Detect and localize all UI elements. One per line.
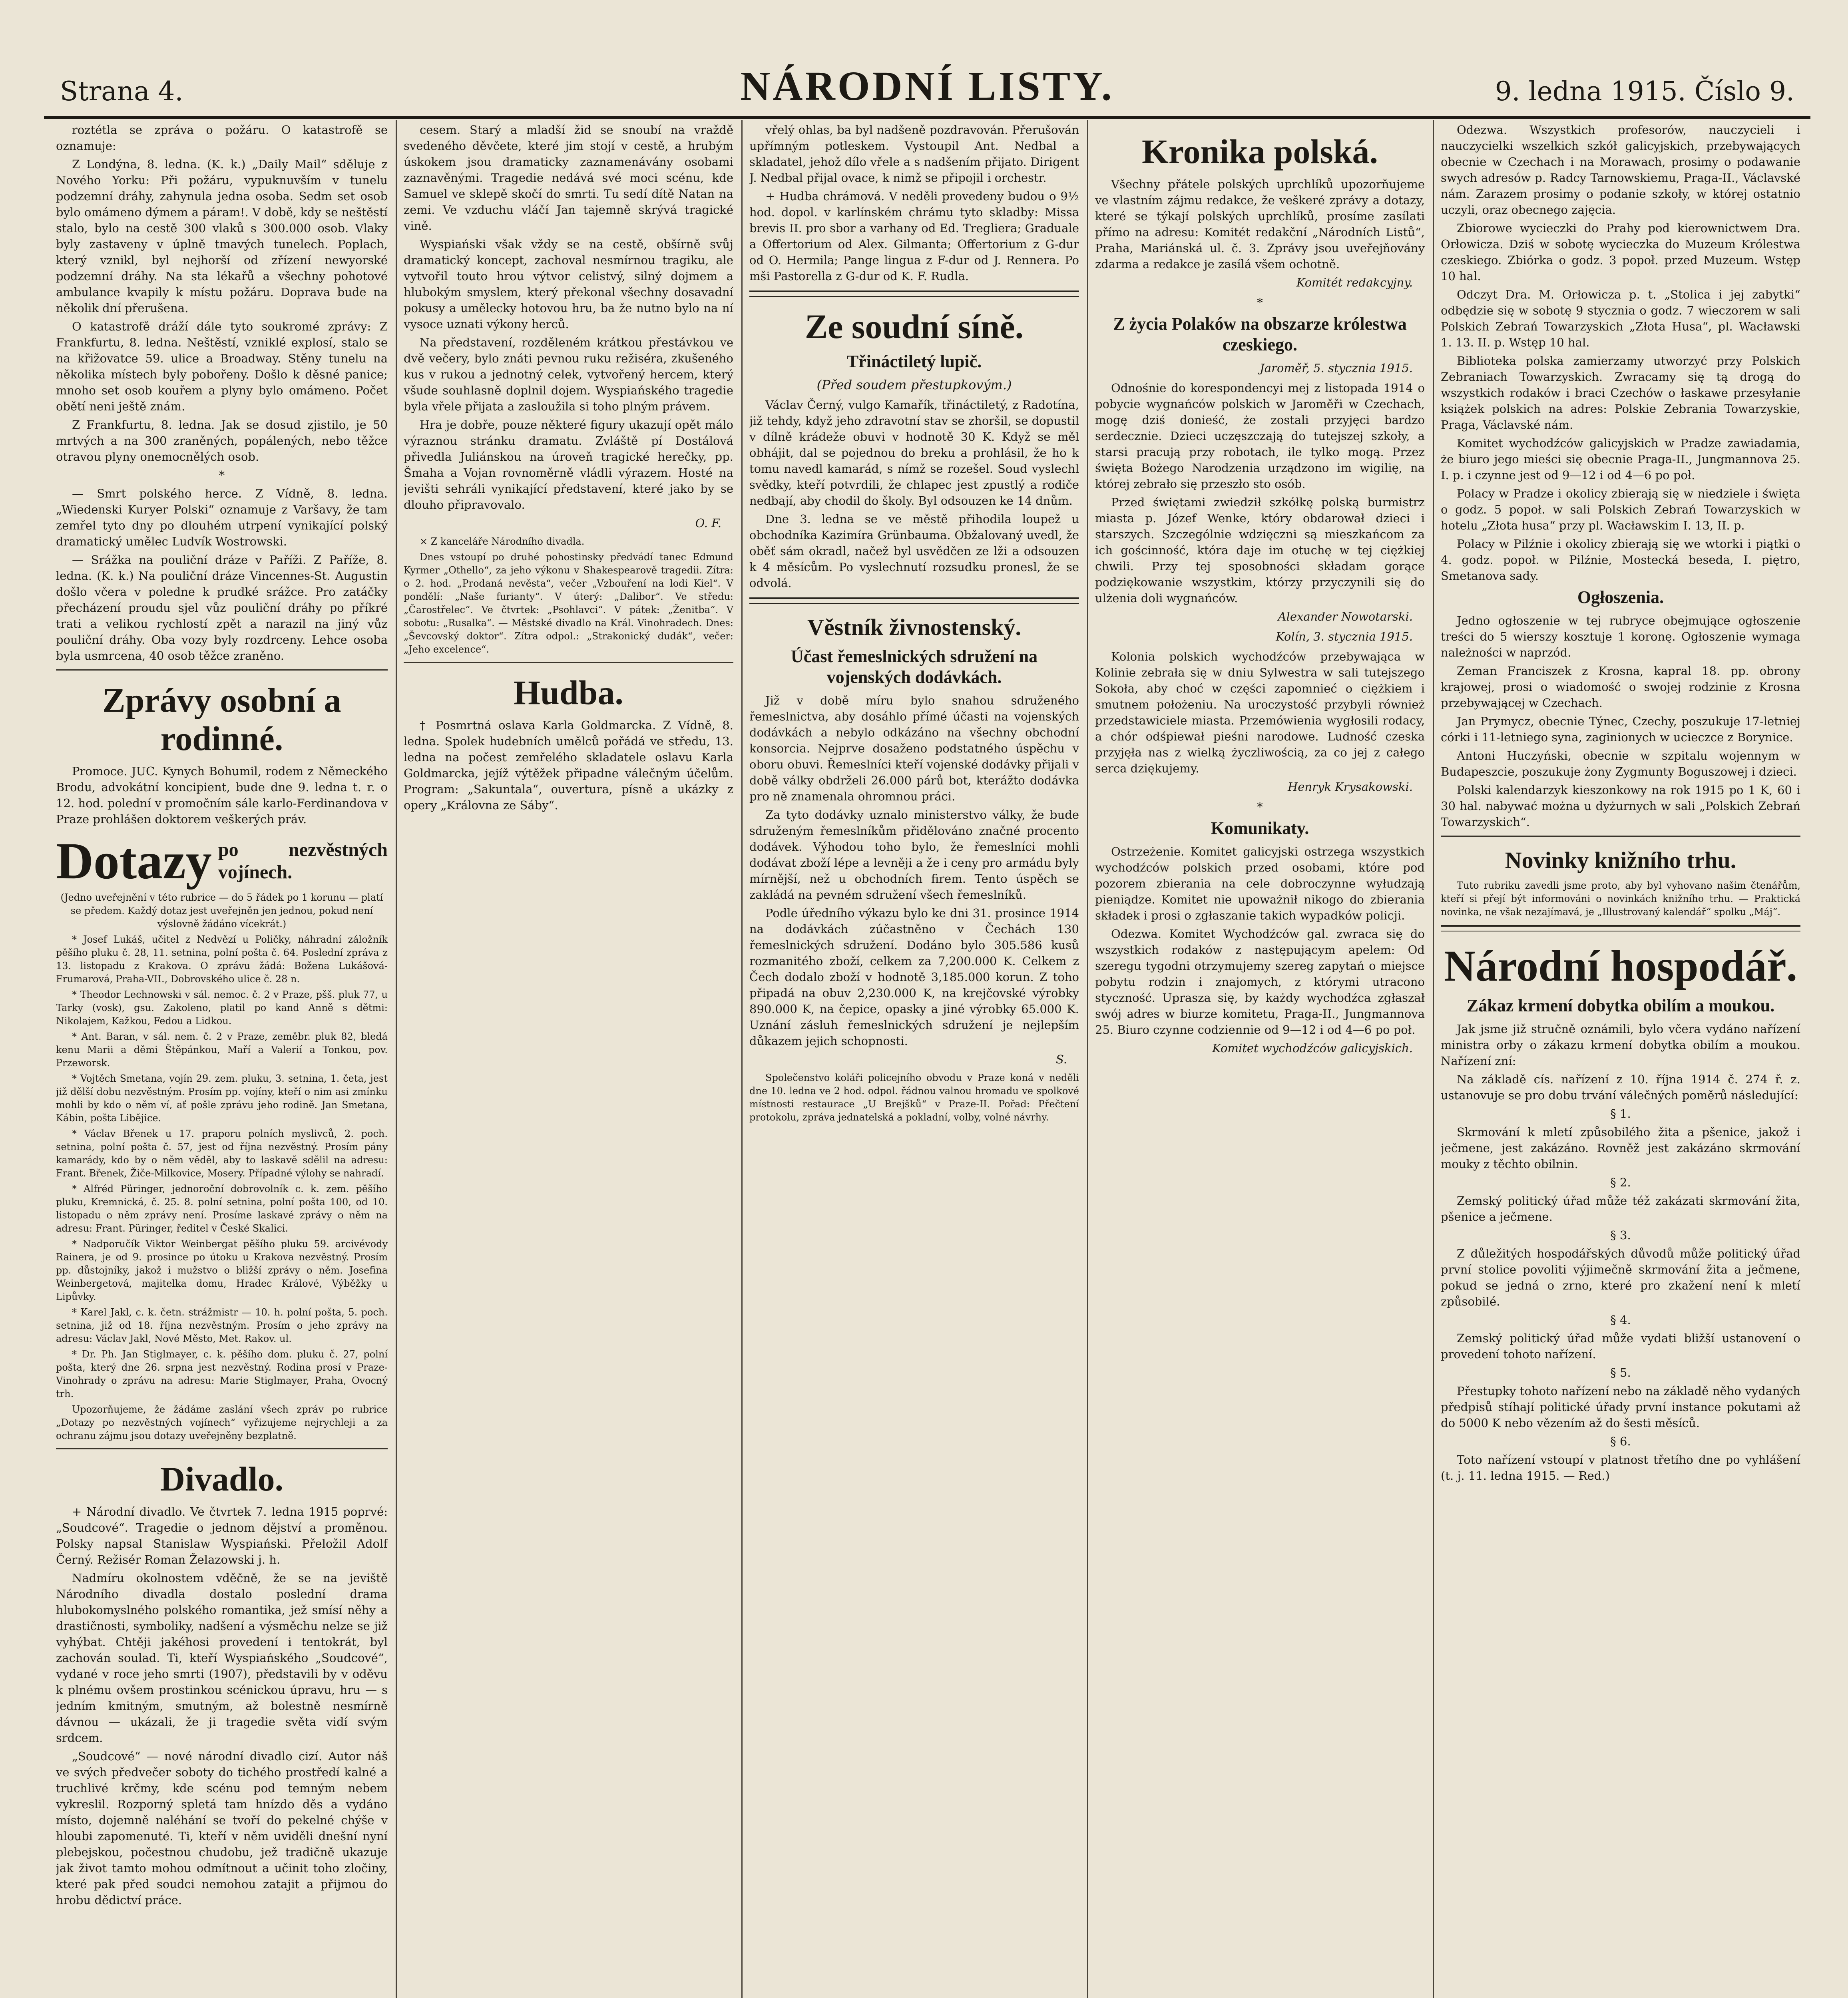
paragraph-number: § 4. xyxy=(1610,1313,1631,1327)
section-heading: Novinky knižního trhu. xyxy=(1505,847,1736,873)
section-rule xyxy=(404,662,733,663)
column-3 xyxy=(749,122,1079,1998)
author-signature: Komitet wychodźców galicyjskich. xyxy=(1212,1041,1413,1055)
article-text: Polski kalendarzyk kieszonkowy na rok 1915 po 1 K, 60 i 30 hal. nabywać można u dyżurnych w sali „Polskich Zebrań Towarzyskich“. xyxy=(1441,783,1800,829)
section-heading: Ogłoszenia. xyxy=(1577,587,1664,607)
section-rule xyxy=(749,597,1079,604)
dateline: Jaroměř, 5. stycznia 1915. xyxy=(1260,361,1413,375)
paragraph-number: § 3. xyxy=(1610,1228,1631,1242)
article-text: Promoce. JUC. Kynych Bohumil, rodem z Německého Brodu, advokátní koncipient, bude dne 9. ledna t. r. o 12. hod. polední v promočním sále karlo-Ferdinandova v Praze prohlášen doktorem veškerých práv. xyxy=(56,764,388,826)
article-text: Odezwa. Komitet Wychodźców gal. zwraca się do wszystkich rodaków z następującym apelem: Od szeregu tygodni otrzymujemy szereg zapytań o miejsce pobytu rodzin i znajomych, z którymi utracono styczność. Uprasza się, by każdy wychodźca zgłaszał swój adres w biurze komitetu, Praga-II., Jungmannova 25. Biuro czynne codziennie od 9—12 i od 4—6 po poł. xyxy=(1095,927,1425,1037)
article-text: „Soudcové“ — nové národní divadlo cizí. Autor náš ve svých předvečer soboty do tichého prostředí kalné a truchlivé krčmy, kde scénu pod temným nebem vykreslil. Rozporný spletá tam hnízdo děs a vydáno místo, dojemně naléhání se tvoří do pekelné chýše v hloubi zapomenuté. Ti, kteří v něm uviděli dnešní nyní plebejskou, počestnou chudobu, jež tradičně ukazuje jak život tamto mohou odmítnout a učinit toho zločiny, které pak před soudci nemohou zatajit a přijmou do hrobu dědictví práce. xyxy=(56,1749,388,1907)
article-text: Jak jsme již stručně oznámili, bylo včera vydáno nařízení ministra orby o zákazu krmení dobytka obilím a moukou. Nařízení zní: xyxy=(1441,1022,1800,1068)
article-text: Wyspiański však vždy se na cestě, obšírně svůj dramatický koncept, zachoval nesmírnou tragiku, ale vytvořil touto hrou výtvor celistvý, silný dojmem a hlubokým smyslem, který překonal všechny dosavadní pokusy a umělecky hotovou hru, ba že nutno bylo na ní vysoce uznati výkony herců. xyxy=(404,237,733,331)
dotazy-title: Dotazy xyxy=(56,832,212,890)
column-2 xyxy=(404,122,733,1998)
article-text: — Srážka na pouliční dráze v Paříži. Z Paříže, 8. ledna. (K. k.) Na pouliční dráze Vincennes-St. Augustin došlo včera v poledne k prudké srážce. Pro zatáčky přecházení proudu sjel vůz pouliční dráhy po příkré trati a velikou rychlostí zpět a narazil na jiný vůz pouliční dráhy. Oba vozy byly rozdrceny. Lehce osoba byla usmrcena, 40 osob těžce zraněno. xyxy=(56,553,388,663)
article-text: Z Londýna, 8. ledna. (K. k.) „Daily Mail“ sděluje z Nového Yorku: Při požáru, vypuknuvším v tunelu podzemní dráhy, zahynula jedna osoba. Sedm set osob bylo omámeno dýmem a páram!. V době, kdy se neštěstí stalo, bylo na cestě 300 vlaků s 300.000 osob. Vlaky byly zastaveny v úplně tmavých tunelech. Poplach, který vznikl, byl nejhorší od zřízení newyorské podzemní dráhy. Na sta lékařů a všechny pohotové ambulance kvapily k místu požáru. Doprava bude na několik dní přerušena. xyxy=(56,157,388,315)
article-text: Polacy w Pilźnie i okolicy zbierają się we wtorki i piątki o 4. godz. popoł. w Pilźnie, Mostecká beseda, I. piętro, Smetanova sady. xyxy=(1441,537,1800,583)
paragraph-number: § 6. xyxy=(1610,1435,1631,1448)
article-text: Zbiorowe wycieczki do Prahy pod kierownictwem Dra. Orłowicza. Dziś w sobotę wycieczka do Muzeum Królestwa czeskiego. Zbiórka o godz. 3 popoł. przed Muzeum. Wstęp 10 hal. xyxy=(1441,221,1800,283)
article-text: roztétla se zpráva o požáru. O katastrofě se oznamuje: xyxy=(56,123,388,153)
author-signature: Alexander Nowotarski. xyxy=(1278,610,1413,623)
article-title: Z życia Polaków na obszarze królestwa czeskiego. xyxy=(1113,314,1407,354)
article-text: Komitet wychodźców galicyjskich w Pradze zawiadamia, że biuro jego mieści się obecnie Praga-II., Jungmannova 25. I. p. i czynne jest od 9—12 i od 4—6 po poł. xyxy=(1441,436,1800,482)
page-number: Strana 4. xyxy=(60,76,183,107)
header-rule xyxy=(44,116,1810,119)
article-title: Komunikaty. xyxy=(1211,818,1309,838)
paragraph-number: § 2. xyxy=(1610,1176,1631,1189)
article-text: Za tyto dodávky uznalo ministerstvo války, že bude sdruženým řemeslníkům přidělováno značné procento dodávek. Výhodou toho bylo, že řemeslníci mohli dodávat zboží lépe a levněji a že i ceny pro armádu byly mírnější, než u obchodních firem. Tento úspěch se zakládá na pevném sdružení všech řemeslníků. xyxy=(749,808,1079,901)
article-text: Odezwa. Wszystkich profesorów, nauczycieli i nauczycielki wszelkich szkół galicyjskich, przebywających obecnie w Czechach i na Morawach, prosimy o podawanie swych adresów p. Radcy Tarnowskiemu, Praga-II., Václavské nám. Zarazem prosimy o podanie szkoły, w której ostatnio uczyli, oraz obecnego zajęcia. xyxy=(1441,123,1800,217)
page-header xyxy=(44,60,1810,120)
article-title: Zákaz krmení dobytka obilím a moukou. xyxy=(1466,996,1775,1015)
article-note: (Před soudem přestupkovým.) xyxy=(816,377,1012,392)
article-text: Přestupky tohoto nařízení nebo na základě něho vydaných předpisů stíhají politické úřady první instance pokutami až do 5000 K nebo vězením až do šesti měsíců. xyxy=(1441,1384,1800,1430)
article-text: Společenstvo koláři policejního obvodu v Praze koná v neděli dne 10. ledna ve 2 hod. odpol. řádnou valnou hromadu ve spolkové místnosti restaurace „U Brejšků“ v Praze-II. Pořad: Přečtení protokolu, zpráva jednatelská a pokladní, volby, volné návrhy. xyxy=(749,1072,1079,1123)
section-heading: Kronika polská. xyxy=(1141,132,1378,171)
article-text: Jedno ogłoszenie w tej rubryce obejmujące ogłoszenie treści do 5 wierszy kosztuje 1 koronę. Ogłoszenie wymaga należności w naprzód. xyxy=(1441,614,1800,659)
article-text: Na představení, rozděleném krátkou přestávkou ve dvě večery, bylo znáti pevnou ruku režiséra, zkušeného kus v rukou a jednotný celek, vytvořený hercem, který všude souhlasně doplnil dojem. Wyspiańského tragedie byla vřele přijata a zasloužila si toho plným právem. xyxy=(404,336,733,413)
missing-notice: * Theodor Lechnowski v sál. nemoc. č. 2 v Praze, pšš. pluk 77, u Tarky (vosk), gsu. Zakoleno, platil po kand Anně s dětmi: Nikolajem, Kažkou, Fedou a Lidkou. xyxy=(56,989,388,1027)
column-divider xyxy=(396,120,397,1998)
column-4 xyxy=(1095,122,1425,1998)
article-text: Podle úředního výkazu bylo ke dni 31. prosince 1914 na dodávkách zúčastněno v Čechách 130 řemeslnických sdružení. Dodáno bylo 305.586 kusů rozmanitého zboží, celkem za 7,200.000 K. Celkem z Čech dodalo zboží v hodnotě 3,185.000 korun. Z toho připadá na obuv 2,230.000 K, na krejčovské výrobky 890.000 K, na čepice, opasky a jiné výrobky 65.000 K. Uznání zásluh řemeslnických sdružení je nejlepším důkazem jejich schopnosti. xyxy=(749,906,1079,1048)
dotazy-subtitle: po nezvěstných vojínech. xyxy=(218,839,388,883)
article-text: Zemský politický úřad může vydati bližší ustanovení o provedení tohoto nařízení. xyxy=(1441,1331,1800,1361)
rubric-footnote: Upozorňujeme, že žádáme zaslání všech zpráv po rubrice „Dotazy po nezvěstných vojínech“ vyřizujeme nejrychleji a za ochranu zájmu jsou dotazy uveřejněny bezplatně. xyxy=(56,1404,388,1441)
program-heading: × Z kanceláře Národního divadla. xyxy=(420,536,585,547)
section-heading: Divadlo. xyxy=(160,1460,284,1498)
article-text: O katastrofě dráží dále tyto soukromé zprávy: Z Frankfurtu, 8. ledna. Neštěstí, vzniklé explosí, stalo se na křižovatce 59. ulice a Broadway. Stěny tunelu na několika místech byly pobořeny. Došlo k děsné panice; mnoho set osob kouřem a plyny bylo omámeno. Počet obětí neni ještě znám. xyxy=(56,320,388,413)
article-text: Antoni Huczyński, obecnie w szpitalu wojennym w Budapeszcie, poszukuje żony Zygmunty Boguszowej i dzieci. xyxy=(1441,749,1800,778)
missing-notice: * Karel Jakl, c. k. četn. strážmistr — 10. h. polní pošta, 5. poch. setnina, již od 18. října nezvěstným. Prosím o jeho zprávy na adresu: Václav Jakl, Nové Město, Met. Rakov. ul. xyxy=(56,1307,388,1344)
paragraph-number: § 5. xyxy=(1610,1366,1631,1379)
article-text: Hra je dobře, pouze některé figury ukazují opět málo výraznou stránku dramatu. Zvláště pí Dostálová přivedla Juliánskou na úroveň tragické herečky, pp. Šmaha a Vojan rovnoměrně vládli výrazem. Hosté na jevišti sehráli vynikající představení, které jako by se dlouho připravovalo. xyxy=(404,418,733,511)
author-signature: Komitét redakcyjny. xyxy=(1296,276,1413,289)
rubric-note: (Jedno uveřejnění v této rubrice — do 5 řádek po 1 korunu — platí se předem. Každý dotaz jest uveřejněn jen jednou, pokud není výslovně žádáno vícekrát.) xyxy=(60,892,383,929)
article-text: Toto nařízení vstoupí v platnost třetího dne po vyhlášení (t. j. 11. ledna 1915. — Red.) xyxy=(1441,1453,1800,1483)
paragraph-number: § 1. xyxy=(1610,1107,1631,1120)
article-text: + Národní divadlo. Ve čtvrtek 7. ledna 1915 poprvé: „Soudcové“. Tragedie o jednom dějství a proměnou. Polsky napsal Stanislaw Wyspiański. Přeložil Adolf Černý. Režisér Roman Želazowski j. h. xyxy=(56,1505,388,1566)
dateline: Kolín, 3. stycznia 1915. xyxy=(1276,630,1413,643)
column-1 xyxy=(56,122,388,1998)
missing-notice: * Alfréd Püringer, jednoroční dobrovolník c. k. zem. pěšího pluku, Kremnická, č. 25. 8. polní setnina, polní pošta 100, od 10. listopadu o něm zprávy není. Prosíme laskavé zprávy o něm na adresu: Frant. Püringer, ředitel v České Skalici. xyxy=(56,1183,388,1234)
article-text: † Posmrtná oslava Karla Goldmarcka. Z Vídně, 8. ledna. Spolek hudebních umělců pořádá ve středu, 13. ledna na počest zemřelého skladatele oslavu Karla Goldmarcka, jejíž výtěžek připadne válečným účelům. Program: „Sakuntala“, ouvertura, písně a ukázky z opery „Královna ze Sáby“. xyxy=(404,718,733,812)
missing-notice: * Josef Lukáš, učitel z Nedvězí u Poličky, náhradní záložník pěšího pluku č. 28, 11. setnina, polní pošta č. 64. Poslední zpráva z 13. listopadu z Krakova. O zprávu žádá: Božena Lukášová-Frumarová, Praha-VII., Dobrovského ulice č. 28 n. xyxy=(56,934,388,985)
separator-star: * xyxy=(1257,296,1263,309)
section-heading: Zprávy osobní a rodinné. xyxy=(102,681,341,758)
separator-star: * xyxy=(1257,800,1263,814)
article-text: Zemský politický úřad může též zakázati skrmování žita, pšenice a ječmene. xyxy=(1441,1194,1800,1224)
article-text: Václav Černý, vulgo Kamařík, třináctiletý, z Radotína, již tehdy, když jeho zdravotní stav se zhoršil, se dopustil v dílně krádeže obuvi v hodnotě 30 K. Když se měl obhájit, dal se pojednou do breku a prohlásil, že ho k tomu navedl kamarád, s nímž se rozešel. Soud vyslechl svědky, kteří potvrdili, že chlapec jest zpustlý a rodiče nedbají, aby chodil do školy. Byl odsouzen ke 14 dnům. xyxy=(749,398,1079,507)
article-text: Již v době míru bylo snahou sdruženého řemeslnictva, aby dosáhlo přímé účasti na vojenských dodávkách a nebylo odkázáno na všechny obchodní konsorcia. Nejprve dosaženo podstatného úspěchu v oboru obuvi. Řemeslníci kteří vojenské dodávky přijali v době války obdrželi 26.000 párů bot, kterážto dodávka pro ně znamenala ohromnou práci. xyxy=(749,694,1079,803)
article-text: Przed świętami zwiedził szkółkę polską burmistrz miasta p. Józef Wenke, który obdarował dzieci i starszych. Szczególnie wdzięczni są mieszkańcom za ich gościnność, która daje im otuchę w tej ciężkiej chwili. Przy tej sposobności składam gorące podziękowanie wszystkim, którzy przyczynili się do ulżenia doli wygnańców. xyxy=(1095,496,1425,605)
article-text: vřelý ohlas, ba byl nadšeně pozdravován. Přerušován upřímným potleskem. Vystoupil Ant. Nedbal a skladatel, jehož dílo vřele a s nadšením přijato. Dirigent J. Nedbal přijal ovace, k nimž se připojil i orchestr. xyxy=(749,123,1079,185)
article-text: Z důležitých hospodářských důvodů může politický úřad první stolice povoliti výjimečně skrmování žita a ječmene, pokud se jedná o zrno, které pro zkažení není k mletí způsobilé. xyxy=(1441,1247,1800,1308)
author-signature: Henryk Krysakowski. xyxy=(1287,780,1413,794)
article-text: Odnośnie do korespondencyi mej z listopada 1914 o pobycie wygnańców polskich w Jaroměři w Czechach, mogę dziś donieść, że zostali przyjęci bardzo serdecznie. Dzieci uczęszczają do tutejszej szkoły, a starsi pracują przy robotach, ile tylko mogą. Przez święta Bożego Narodzenia urządzono im wigilię, na której zebrało się przeszło sto osób. xyxy=(1095,381,1425,491)
missing-notice: * Dr. Ph. Jan Stiglmayer, c. k. pěšího dom. pluku č. 27, polní pošta, který dne 26. srpna jest nezvěstný. Rodina prosí v Praze-Vinohrady o zprávu na adresu: Marie Stiglmayer, Praha, Ovocný trh. xyxy=(56,1349,388,1399)
author-signature: O. F. xyxy=(695,516,721,530)
section-heading: Hudba. xyxy=(514,673,623,712)
article-title: Třináctiletý lupič. xyxy=(846,352,982,371)
column-divider xyxy=(1087,120,1088,1998)
article-text: Polacy w Pradze i okolicy zbierają się w niedziele i święta o godz. 5 popoł. w sali Polskich Zebrań Towarzyskich w hotelu „Złota husa“ przy pl. Wacławskim I. 13, II. p. xyxy=(1441,487,1800,532)
section-rule xyxy=(56,1448,388,1449)
section-rule xyxy=(1441,836,1800,837)
article-text: + Hudba chrámová. V neděli provedeny budou o 9½ hod. dopol. v karlínském chrámu tyto skladby: Missa brevis II. pro sbor a varhany od Ed. Tregliera; Graduale a Offertorium od Alex. Gilmanta; Offertorium z G-dur od O. Hermila; Pange lingua z F-dur od J. Rennera. Po mši Pastorella z G-dur od K. F. Rudla. xyxy=(749,189,1079,283)
article-text: Dne 3. ledna se ve městě přihodila loupež u obchodníka Kazimíra Grünbauma. Obžalovaný uvedl, že oběť sám okradl, načež byl usvědčen ze lži a odsouzen k 4 měsícům. Po vyslechnutí rozsudku pronesl, že se odvolá. xyxy=(749,512,1079,590)
article-text: Tuto rubriku zavedli jsme proto, aby byl vyhovano našim čtenářům, kteří si přejí být informováni o novinkách knižního trhu. — Praktická novinka, ne však nezajímavá, je „Illustrovaný kalendář“ spolku „Máj“. xyxy=(1441,880,1800,917)
section-heading: Ze soudní síně. xyxy=(805,307,1024,346)
issue-date: 9. ledna 1915. Číslo 9. xyxy=(1495,76,1794,107)
theatre-program: Dnes vstoupí po druhé pohostinsky předvádí tanec Edmund Kyrmer „Othello“, za jeho výkonu v Shakespearově tragedii. Zítra: o 2. hod. „Prodaná nevěsta“, večer „Vzbouření na lodi Kiel“. V pondělí: „Naše furianty“. V úterý: „Dalibor“. Ve středu: „Čarostřelec“. Ve čtvrtek: „Psohlavci“. V pátek: „Ženitba“. V sobotu: „Rusalka“. — Městské divadlo na Král. Vinohradech. Dnes: „Ševcovský doktor“. Zítra odpol.: „Strakonický dudák“, večer: „Jeho excelence“. xyxy=(404,551,733,655)
column-divider xyxy=(1433,120,1434,1998)
article-text: Skrmování k mletí způsobilého žita a pšenice, jakož i ječmene, jest zakázáno. Rovněž jest zakázáno skrmování mouky z těchto obilnin. xyxy=(1441,1125,1800,1171)
article-text: Z Frankfurtu, 8. ledna. Jak se dosud zjistilo, je 50 mrtvých a na 300 zraněných, popálených, nebo těžce otravou plyny onemocnělých osob. xyxy=(56,418,388,464)
article-text: Nadmíru okolnostem vděčně, že se na jeviště Národního divadla dostalo poslední drama hlubokomyslného polského romantika, jež smísí něhy a drastičnosti, symboliky, nadšení a výsměchu nelze se již vyhýbat. Chtěji jakéhosi provedení i tentokrát, byl zachován soulad. Ti, kteří Wyspiańského „Soudcové“, vydané v roce jeho smrti (1907), představili by v oděvu k plnému ovšem prostinkou scénickou úpravu, hru — s jedním kmitným, smutným, až bolestně nesmírně dávnou — ukázali, že ji tragedie světa vidí svým srdcem. xyxy=(56,1571,388,1745)
section-rule xyxy=(56,669,388,671)
article-text: Na základě cís. nařízení z 10. října 1914 č. 274 ř. z. ustanovuje se pro dobu trvání válečných poměrů následující: xyxy=(1441,1073,1800,1102)
section-heading: Národní hospodář. xyxy=(1444,941,1798,990)
missing-notice: * Nadporučík Viktor Weinbergat pěšího pluku 59. arcivévody Rainera, je od 9. prosince po útoku u Krakova nezvěstný. Prosím pp. důstojníky, jakož i mužstvo o bližší zprávy o něm. Josefina Weinbergetová, majitelka domu, Hradec Králové, Výběžky u Lipůvky. xyxy=(56,1238,388,1302)
article-text: Kolonia polskich wychodźców przebywająca w Kolinie zebrała się w dniu Sylwestra w sali tutejszego Sokoła, aby choć w części zapomnieć o ciężkiem i smutnem położeniu. Na uroczystość przybyli również przedstawiciele miasta. Przemówienia wygłosili rodacy, a chór odśpiewał pieśni narodowe. Ludność czeska przyjęła nas z wielką życzliwością, za co jej z całego serca dziękujemy. xyxy=(1095,650,1425,775)
article-text: Ostrzeżenie. Komitet galicyjski ostrzega wszystkich wychodźców polskich przed osobami, które pod pozorem zbierania na cele dobroczynne wyłudzają pieniądze. Komitet nie upoważnił nikogo do zbierania składek i prosi o zgłaszanie takich wypadków policji. xyxy=(1095,845,1425,922)
section-heading: Věstník živnostenský. xyxy=(807,614,1021,640)
missing-notice: * Vojtěch Smetana, vojín 29. zem. pluku, 3. setnina, 1. četa, jest již dělší dobu nezvěstným. Prosím pp. vojíny, kteří o nim asi zmínku mohli by kdo o něm ví, ať pošle zprávu jeho rodině. Jan Smetana, Kábin, pošta Libějice. xyxy=(56,1073,388,1124)
masthead-title: NÁRODNÍ LISTY. xyxy=(740,63,1114,109)
column-5 xyxy=(1441,122,1800,1998)
article-text: — Smrt polského herce. Z Vídně, 8. ledna. „Wiedenski Kuryer Polski“ oznamuje z Varšavy, že tam zemřel tyto dny po dlouhém utrpení vynikající polský dramatický umělec Ludvík Wostrowski. xyxy=(56,487,388,548)
column-divider xyxy=(741,120,743,1998)
article-text: Všechny přátele polských uprchlíků upozorňujeme ve vlastním zájmu redakce, že veškeré zprávy a dotazy, které se týkají polských uprchlíků, prosíme zasílati přímo na adresu: Komitét redakční „Národních Listů“, Praha, Mariánská ul. č. 3. Zprávy jsou uveřejňovány zdarma a redakce je zasílá všem ochotně. xyxy=(1095,177,1425,271)
missing-notice: * Václav Břenek u 17. praporu polních myslivců, 2. poch. setnina, polní pošta č. 57, jest od října nezvěstný. Prosím pány kamarády, kdo by o něm věděl, aby to laskavě sdělil na adresu: Frant. Břenek, Žiče-Milkovice, Mosery. Případné výlohy se nahradí. xyxy=(56,1128,388,1179)
section-rule xyxy=(749,291,1079,297)
section-rule xyxy=(1441,925,1800,931)
article-text: Odczyt Dra. M. Orłowicza p. t. „Stolica i jej zabytki“ odbędzie się w sobotę 9 stycznia o godz. 7 wieczorem w sali Polskich Zebrań Towarzyskich „Złota Husa“, pl. Wacławski 1. 13. II. p. Wstęp 10 hal. xyxy=(1441,288,1800,349)
missing-notice: * Ant. Baran, v sál. nem. č. 2 v Praze, zeměbr. pluk 82, bledá kenu Marii a děmi Štěpánkou, Maří a Valerií a Tonkou, pov. Przeworsk. xyxy=(56,1031,388,1069)
article-text: cesem. Starý a mladší žid se snoubí na vraždě svedeného děvčete, které jim stojí v cestě, a hrubým úskokem jsou dramaticky zaznamenávány osobami zaznavěnými. Tragedie nedává své moci scénu, kde Samuel ve sklepě skočí do smrti. Tu sedí dítě Natan na zemi. Ve vzduchu vláčí Jan tajemně skrývá tragické vině. xyxy=(404,123,733,233)
separator-star: * xyxy=(219,468,225,482)
author-signature: S. xyxy=(1055,1053,1067,1066)
dotazy-heading xyxy=(56,832,388,890)
article-text: Biblioteka polska zamierzamy utworzyć przy Polskich Zebraniach Towarzyskich. Zwracamy się tą drogą do wszystkich rodaków i braci Czechów o łaskawe przesyłanie książek polskich na adres: Polskie Zebrania Towarzyskie, Praga, Václavské nám. xyxy=(1441,354,1800,432)
article-title: Účast řemeslnických sdružení na vojenských dodávkách. xyxy=(791,647,1038,687)
article-text: Jan Prymycz, obecnie Týnec, Czechy, poszukuje 17-letniej córki i 11-letniego syna, zaginionych w ucieczce z Borynice. xyxy=(1441,714,1800,744)
article-text: Zeman Franciszek z Krosna, kapral 18. pp. obrony krajowej, prosi o wiadomość o swojej rodzinie z Krosna przebywającej w Czechach. xyxy=(1441,664,1800,710)
